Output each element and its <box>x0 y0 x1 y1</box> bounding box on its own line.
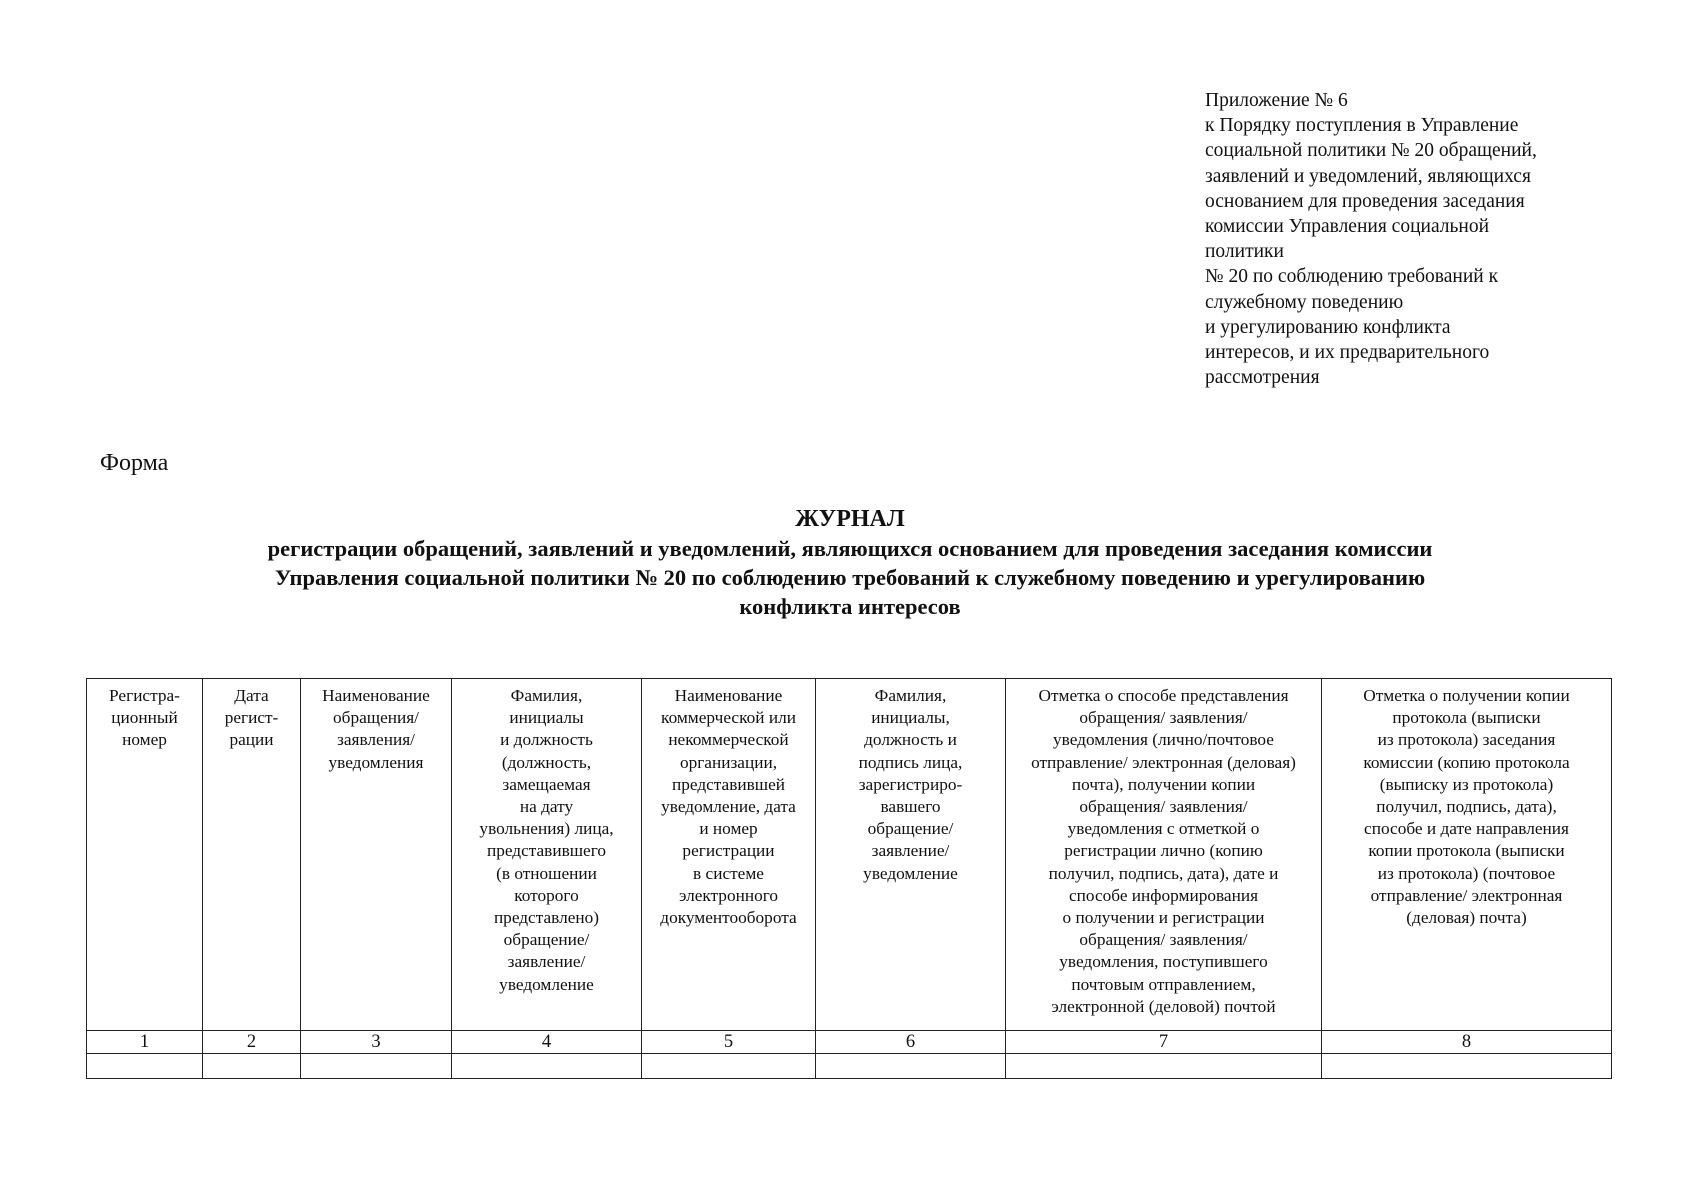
annex-line: рассмотрения <box>1205 367 1320 389</box>
column-header-registration-date: Дата регист- рации <box>203 679 301 1031</box>
empty-cell <box>1322 1054 1612 1079</box>
annex-line: основанием для проведения заседания <box>1205 190 1525 212</box>
column-number: 4 <box>452 1031 642 1054</box>
journal-table <box>86 678 1612 1079</box>
subtitle-line: конфликта интересов <box>739 594 961 619</box>
empty-cell <box>301 1054 452 1079</box>
annex-line: Приложение № 6 <box>1205 90 1348 111</box>
column-number: 8 <box>1322 1031 1612 1054</box>
annex-line: политики <box>1205 241 1284 263</box>
empty-cell <box>87 1054 203 1079</box>
column-number: 2 <box>203 1031 301 1054</box>
annex-line: служебному поведению <box>1205 291 1404 313</box>
empty-cell <box>452 1054 642 1079</box>
column-header-document-name: Наименование обращения/ заявления/ уведомления <box>301 679 452 1031</box>
annex-line: заявлений и уведомлений, являющихся <box>1205 165 1531 187</box>
empty-cell <box>816 1054 1006 1079</box>
form-label: Форма <box>100 450 169 476</box>
empty-cell <box>642 1054 816 1079</box>
column-number-row <box>87 1031 1612 1054</box>
column-header-protocol-copy: Отметка о получении копии протокола (выписки из протокола) заседания комиссии (копию протокола (выписку из протокола) получил, подпись, дата), способе и дате направления копии протокола (выписки из протокола) (почтовое отправление/ электронная (деловая) почта) <box>1322 679 1612 1031</box>
column-header-registration-number: Регистра- ционный номер <box>87 679 203 1031</box>
column-header-submission-method: Отметка о способе представления обращения/ заявления/ уведомления (лично/почтовое отправление/ электронная (деловая) почта), получении копии обращения/ заявления/ уведомления с отметкой о регистрации лично (копию получил, подпись, дата), дате и способе информирования о получении и регистрации обращения/ заявления/ уведомления, поступившего почтовым отправлением, электронной (деловой) почтой <box>1006 679 1322 1031</box>
annex-line: социальной политики № 20 обращений, <box>1205 140 1537 162</box>
subtitle-line: Управления социальной политики № 20 по соблюдению требований к служебному поведению и урегулированию <box>274 565 1426 590</box>
empty-cell <box>1006 1054 1322 1079</box>
column-number: 6 <box>816 1031 1006 1054</box>
column-header-submitter-name: Фамилия, инициалы и должность (должность, замещаемая на дату увольнения) лица, представившего (в отношении которого представлено) обращение/ заявление/ уведомление <box>452 679 642 1031</box>
column-header-organization-name: Наименование коммерческой или некоммерческой организации, представившей уведомление, дата и номер регистрации в системе электронного документооборота <box>642 679 816 1031</box>
empty-entry-row <box>87 1054 1612 1079</box>
annex-line: комиссии Управления социальной <box>1205 216 1490 238</box>
column-number: 1 <box>87 1031 203 1054</box>
annex-line: интересов, и их предварительного <box>1205 342 1490 364</box>
annex-line: к Порядку поступления в Управление <box>1205 115 1519 137</box>
journal-subtitle <box>110 534 1590 621</box>
column-number: 5 <box>642 1031 816 1054</box>
column-header-registrar-name: Фамилия, инициалы, должность и подпись лица, зарегистриро- вавшего обращение/ заявление/ уведомление <box>816 679 1006 1031</box>
column-number: 7 <box>1006 1031 1322 1054</box>
annex-reference-block <box>1205 88 1605 390</box>
table-header-row <box>87 679 1612 1031</box>
annex-line: и урегулированию конфликта <box>1205 316 1451 338</box>
journal-title: ЖУРНАЛ <box>795 506 905 532</box>
journal-heading <box>110 505 1590 621</box>
annex-line: № 20 по соблюдению требований к <box>1205 266 1499 288</box>
column-number: 3 <box>301 1031 452 1054</box>
subtitle-line: регистрации обращений, заявлений и уведомлений, являющихся основанием для проведения заседания комиссии <box>267 536 1433 561</box>
empty-cell <box>203 1054 301 1079</box>
